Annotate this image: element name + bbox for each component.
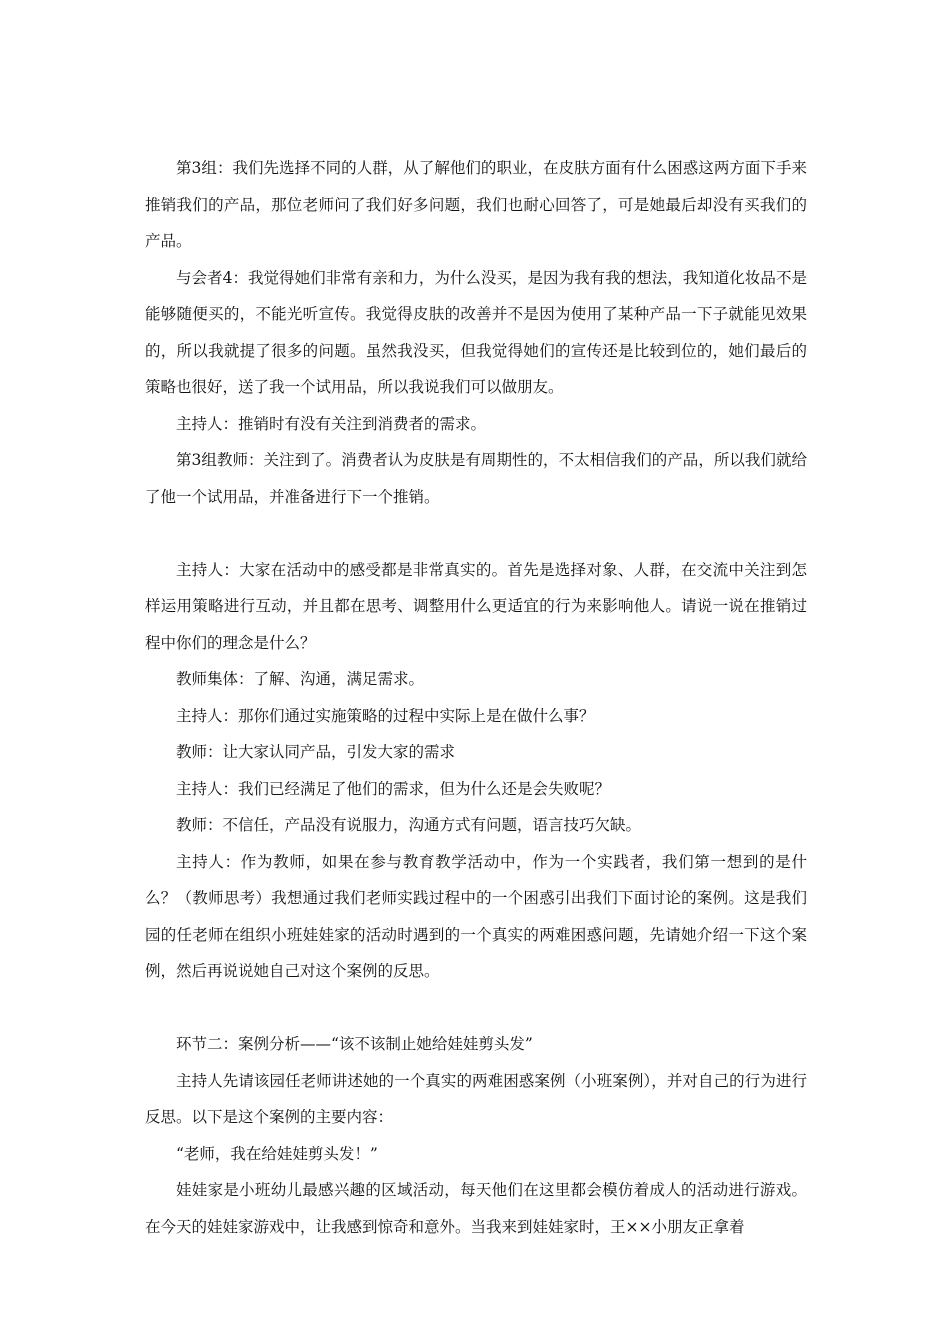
- paragraph-case-intro: 主持人先请该园任老师讲述她的一个真实的两难困惑案例（小班案例），并对自己的行为进行反思。以下是这个案例的主要内容：: [145, 1071, 807, 1126]
- document-page: [145, 150, 807, 1245]
- paragraph-teacher-answer-2: 教师：让大家认同产品，引发大家的需求: [176, 743, 456, 761]
- paragraph-group3-teacher: 第3组教师：关注到了。消费者认为皮肤是有周期性的，不太相信我们的产品，所以我们就给了他一个试用品，并准备进行下一个推销。: [145, 451, 807, 506]
- paragraph-host-intro-case: 主持人：作为教师，如果在参与教育教学活动中，作为一个实践者，我们第一想到的是什么？（教师思考）我想通过我们老师实践过程中的一个困惑引出我们下面讨论的案例。这是我们园的任老师在组织小班娃娃家的活动时遇到的一个真实的两难困惑问题，先请她介绍一下这个案例，然后再说说她自己对这个案例的反思。: [145, 852, 807, 980]
- paragraph-host-question-2: 主持人：那你们通过实施策略的过程中实际上是在做什么事？: [176, 706, 595, 725]
- paragraph-case-body: 娃娃家是小班幼儿最感兴趣的区域活动，每天他们在这里都会模仿着成人的活动进行游戏。在今天的娃娃家游戏中，让我感到惊奇和意外。当我来到娃娃家时，王××小朋友正拿着: [145, 1181, 807, 1236]
- blank-line: [145, 990, 807, 1027]
- paragraph-host-question-3: 主持人：我们已经满足了他们的需求，但为什么还是会失败呢？: [176, 779, 611, 798]
- paragraph-group3: 第3组：我们先选择不同的人群，从了解他们的职业，在皮肤方面有什么困惑这两方面下手来推销我们的产品，那位老师问了我们好多问题，我们也耐心回答了，可是她最后却没有买我们的产品。: [145, 159, 807, 250]
- section-heading-case-analysis: 环节二：案例分析——“该不该制止她给娃娃剪头发”: [176, 1035, 533, 1053]
- paragraph-participant4: 与会者4：我觉得她们非常有亲和力，为什么没买，是因为我有我的想法，我知道化妆品不是能够随便买的，不能光听宣传。我觉得皮肤的改善并不是因为使用了某种产品一下子就能见效果的，所以我就提了很多的问题。虽然我没买，但我觉得她们的宣传还是比较到位的，她们最后的策略也很好，送了我一个试用品，所以我说我们可以做朋友。: [145, 268, 807, 396]
- paragraph-teachers-answer: 教师集体：了解、沟通，满足需求。: [176, 670, 425, 688]
- paragraph-host-summary: 主持人：大家在活动中的感受都是非常真实的。首先是选择对象、人群，在交流中关注到怎样运用策略进行互动，并且都在思考、调整用什么更适宜的行为来影响他人。请说一说在推销过程中你们的理念是什么？: [145, 560, 807, 652]
- paragraph-case-title: “老师，我在给娃娃剪头发！”: [176, 1144, 378, 1163]
- paragraph-host-question: 主持人：推销时有没有关注到消费者的需求。: [176, 414, 487, 433]
- blank-line: [145, 515, 807, 552]
- paragraph-teacher-answer-3: 教师：不信任，产品没有说服力，沟通方式有问题，语言技巧欠缺。: [176, 816, 642, 834]
